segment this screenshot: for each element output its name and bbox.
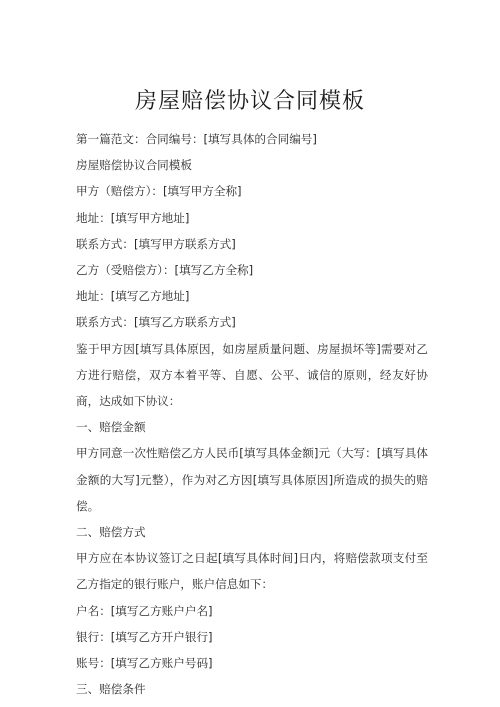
document-title: 房屋赔偿协议合同模板: [134, 89, 365, 114]
section-heading-conditions: 三、赔偿条件: [76, 682, 146, 697]
party-a-address-line: 地址：[填写甲方地址]: [76, 210, 190, 225]
section-heading-method: 二、赔偿方式: [76, 524, 146, 539]
party-b-address-line: 地址：[填写乙方地址]: [76, 289, 190, 304]
preamble-paragraph: 鉴于甲方因[填写具体原因，如房屋质量问题、房屋损坏等]需要对乙方进行赔偿，双方本着平等、自愿、公平、诚信的原则，经友好协商，达成如下协议：: [76, 341, 428, 408]
amount-paragraph: 甲方同意一次性赔偿乙方人民币[填写具体金额]元（大写：[填写具体金额的大写]元整），作为对乙方因[填写具体原因]所造成的损失的赔偿。: [76, 446, 428, 513]
party-a-name-line: 甲方（赔偿方）：[填写甲方全称]: [76, 184, 242, 199]
contract-number-line: 第一篇范文：合同编号：[填写具体的合同编号]: [76, 132, 317, 146]
account-name-line: 户名：[填写乙方账户户名]: [76, 603, 213, 618]
section-heading-amount: 一、赔偿金额: [76, 420, 146, 435]
party-b-contact-line: 联系方式：[填写乙方联系方式]: [76, 315, 236, 330]
account-number-line: 账号：[填写乙方账户号码]: [76, 655, 213, 670]
template-name-line: 房屋赔偿协议合同模板: [76, 158, 192, 173]
method-paragraph: 甲方应在本协议签订之日起[填写具体时间]日内，将赔偿款项支付至乙方指定的银行账户，账户信息如下：: [76, 551, 428, 592]
party-a-contact-line: 联系方式：[填写甲方联系方式]: [76, 236, 236, 251]
account-bank-line: 银行：[填写乙方开户银行]: [76, 629, 213, 644]
document-body: [76, 126, 428, 702]
party-b-name-line: 乙方（受赔偿方）：[填写乙方全称]: [76, 262, 254, 277]
